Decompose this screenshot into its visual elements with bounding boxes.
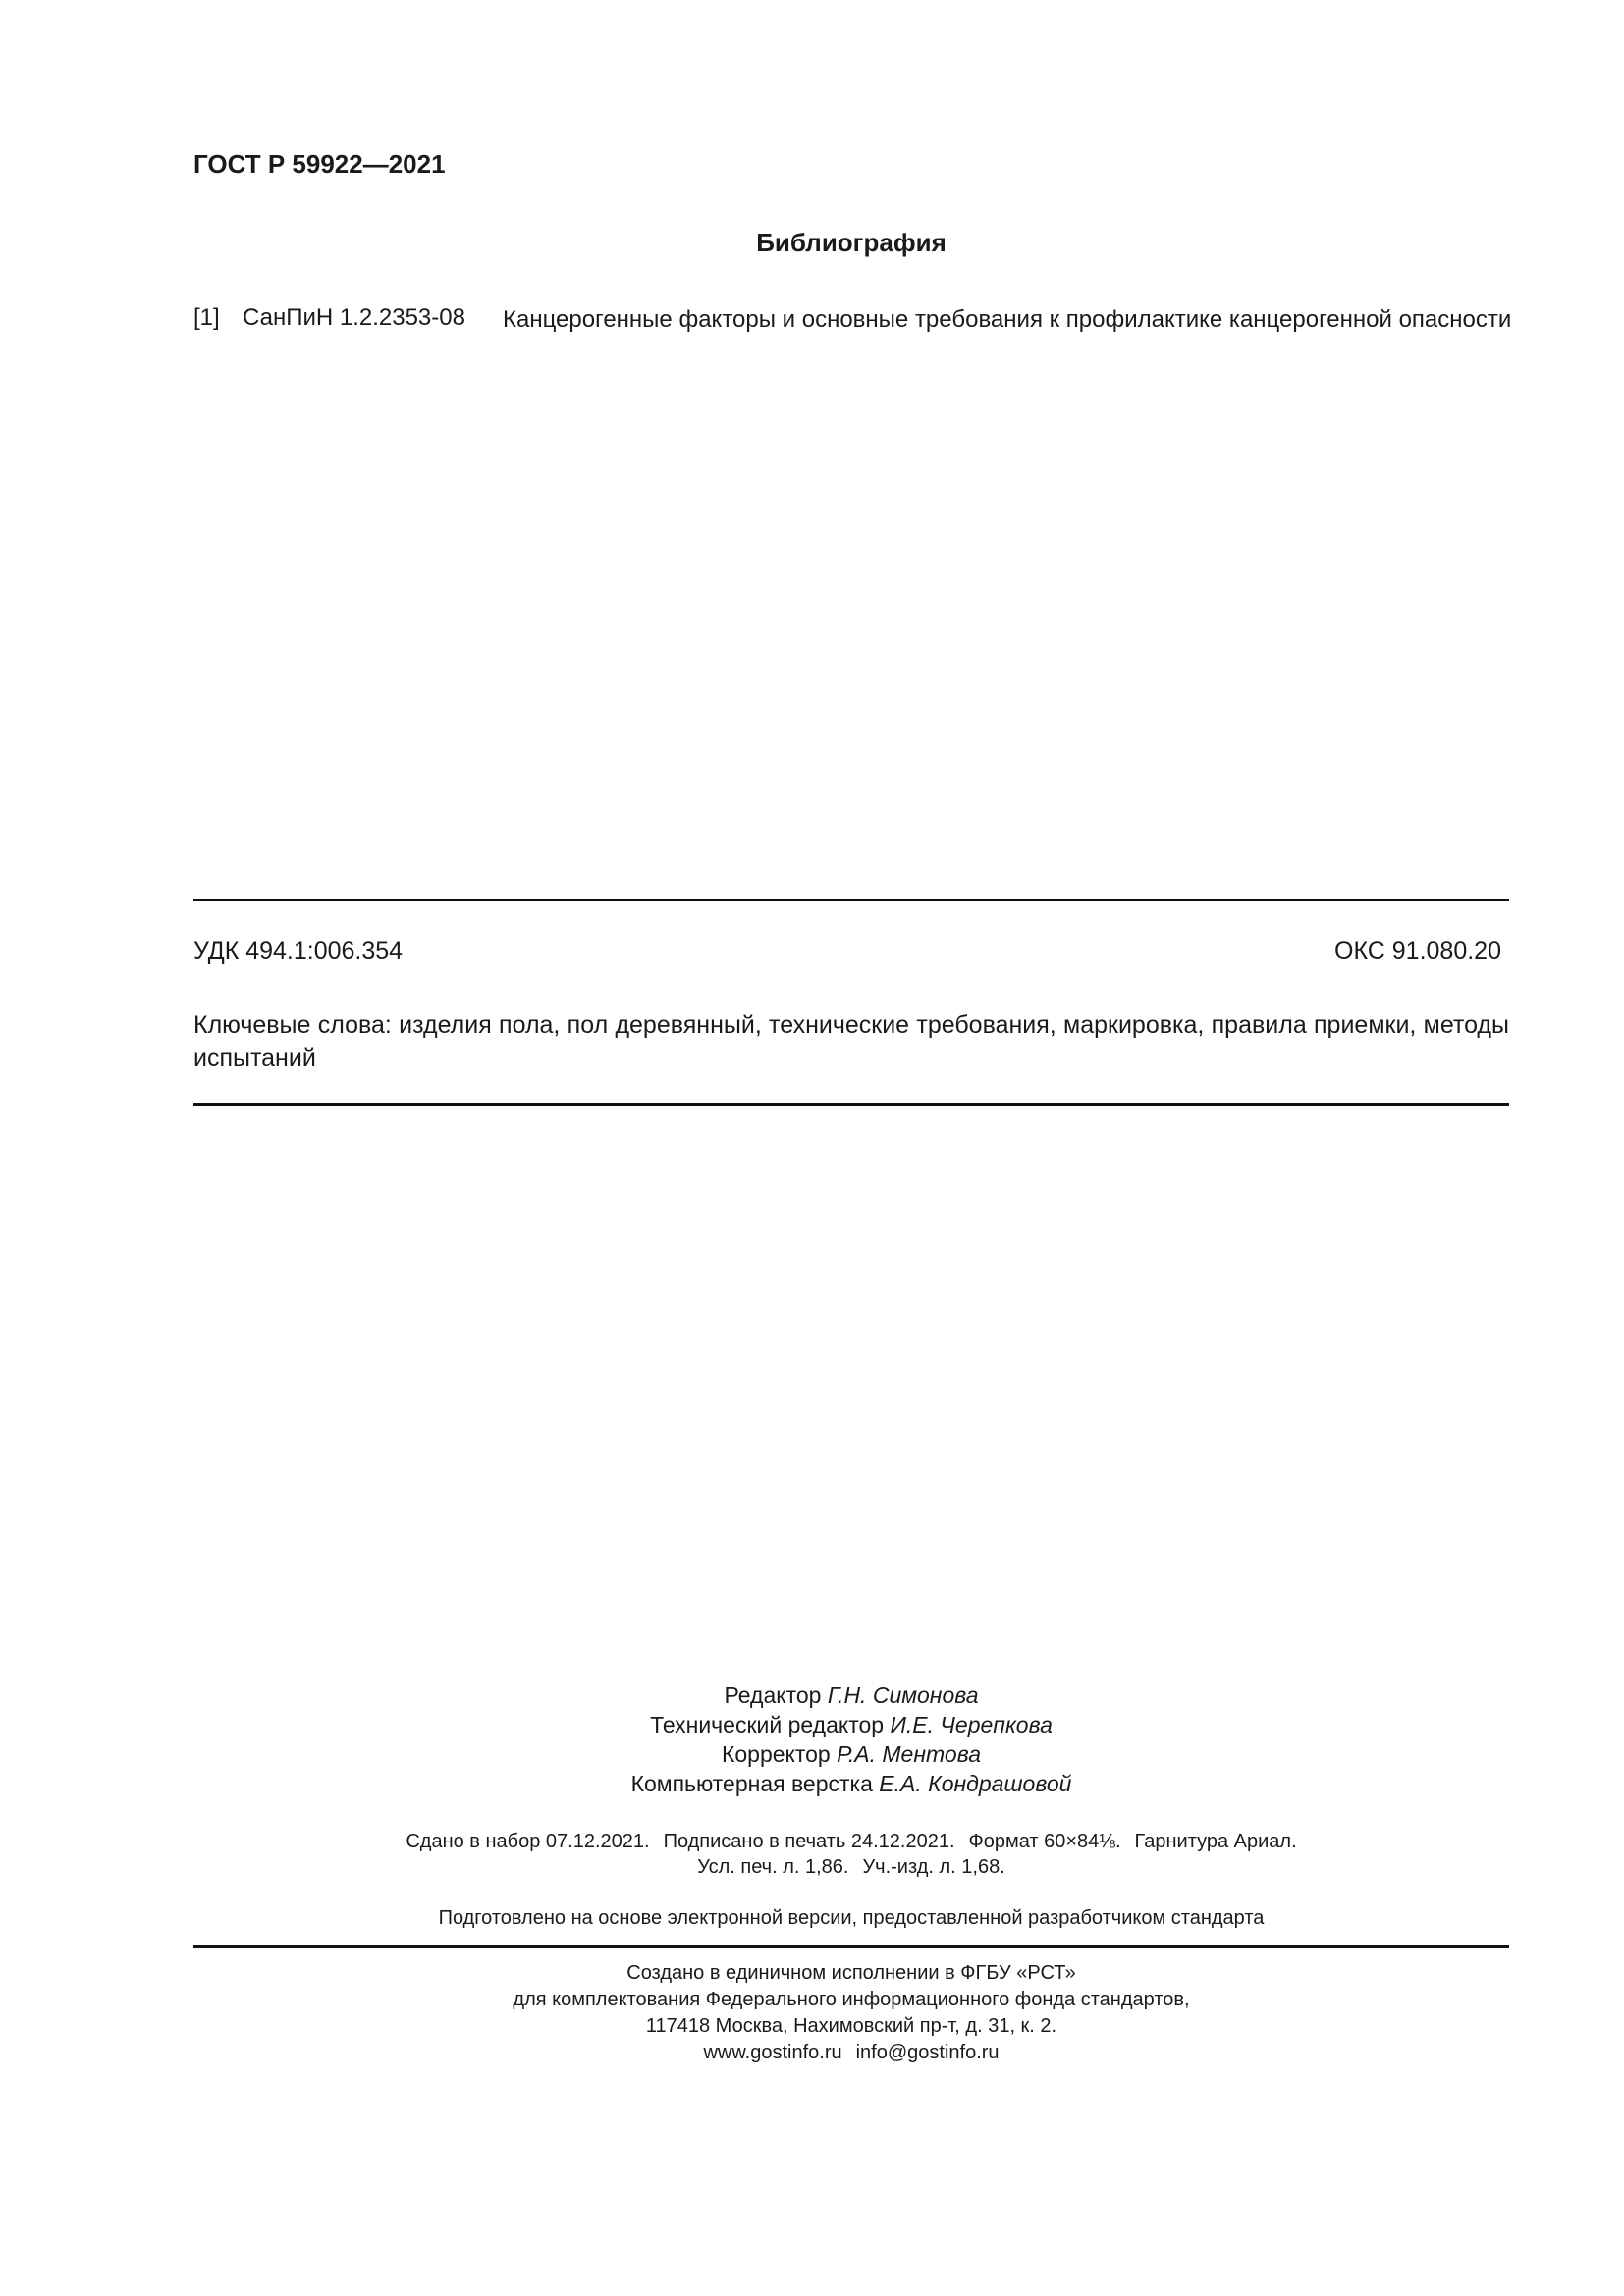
bibliography-entry-text: Канцерогенные факторы и основные требования к профилактике канцерогенной опасности [503, 306, 1512, 333]
print-info [0, 1829, 1624, 1880]
publisher-website-link[interactable]: www.gostinfo.ru [703, 2042, 842, 2063]
bibliography-title: Библиография [756, 228, 947, 257]
credit-name: Е.А. Кондрашовой [879, 1771, 1072, 1796]
bibliography-entry-reference: СанПиН 1.2.2353-08 [243, 304, 465, 331]
prepared-note: Подготовлено на основе электронной версии, предоставленной разработчиком стандарта [438, 1907, 1265, 1929]
publisher-line-2: для комплектования Федерального информационного фонда стандартов, [513, 1989, 1190, 2010]
credit-name: Г.Н. Симонова [827, 1682, 979, 1708]
divider-keywords [193, 1103, 1509, 1106]
publisher-email-link[interactable]: info@gostinfo.ru [855, 2042, 1000, 2063]
udk-code: УДК 494.1:006.354 [193, 937, 404, 965]
credit-editor: Редактор Г.Н. Симонова [724, 1682, 979, 1708]
divider-publisher [193, 1945, 1509, 1948]
credits-block [0, 1681, 1624, 1798]
credit-proofreader: Корректор Р.А. Ментова [721, 1741, 981, 1767]
credit-name: Р.А. Ментова [837, 1741, 981, 1767]
oks-code: ОКС 91.080.20 [1334, 937, 1501, 965]
publisher-block [0, 1960, 1624, 2066]
publisher-address: 117418 Москва, Нахимовский пр-т, д. 31, к. 2. [645, 2015, 1057, 2037]
publisher-line-1: Создано в единичном исполнении в ФГБУ «РСТ» [626, 1962, 1076, 1984]
credit-technical-editor: Технический редактор И.Е. Черепкова [650, 1712, 1053, 1737]
bibliography-entry-number: [1] [193, 304, 220, 331]
keywords: Ключевые слова: изделия пола, пол деревянный, технические требования, маркировка, правила приемки, методы испытаний [193, 1011, 1509, 1072]
document-code: ГОСТ Р 59922—2021 [193, 149, 446, 179]
credit-name: И.Е. Черепкова [890, 1712, 1053, 1737]
publisher-contacts [0, 2040, 1624, 2066]
divider-top [193, 899, 1509, 901]
print-info-line-2: Усл. печ. л. 1,86. Уч.-изд. л. 1,68. [697, 1856, 1005, 1878]
credit-layout: Компьютерная верстка Е.А. Кондрашовой [630, 1771, 1072, 1796]
print-info-line-1: Сдано в набор 07.12.2021. Подписано в печать 24.12.2021. Формат 60×84⅛. Гарнитура Ариал. [406, 1831, 1297, 1852]
